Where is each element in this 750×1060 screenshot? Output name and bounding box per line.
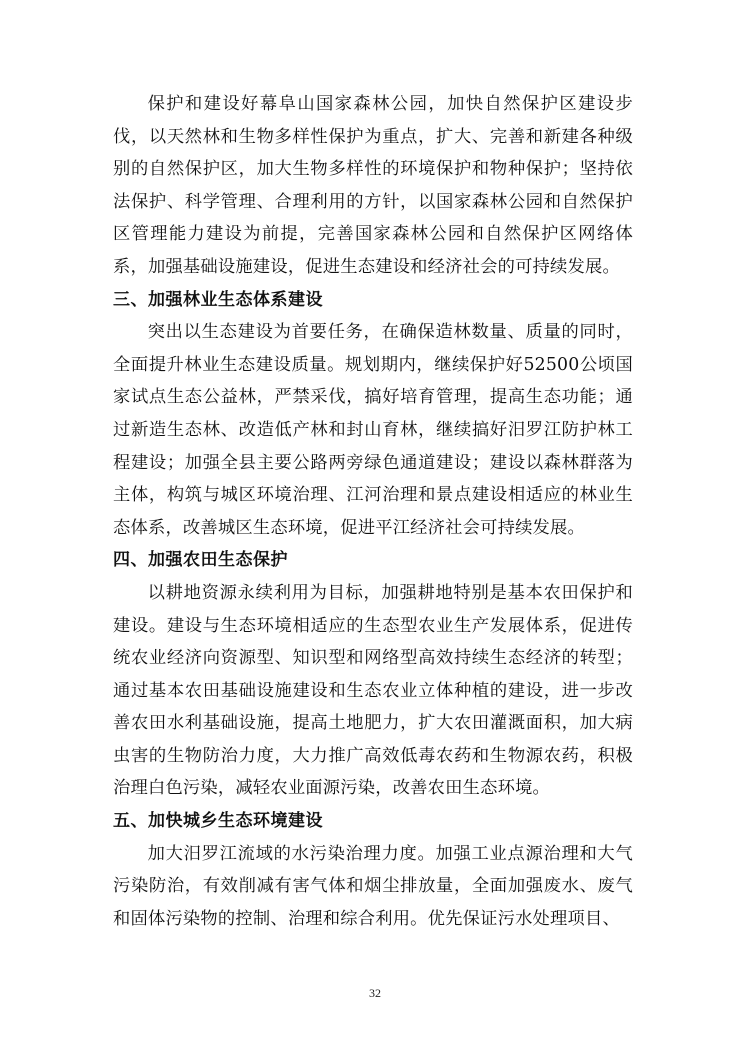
paragraph-forest-park-protection: 保护和建设好幕阜山国家森林公园，加快自然保护区建设步伐，以天然林和生物多样性保护为重点，扩大、完善和新建各种级别的自然保护区，加大生物多样性的环境保护和物种保护；坚持依法保护、科学管理、合理利用的方针，以国家森林公园和自然保护区管理能力建设为前提，完善国家森林公园和自然保护区网络体系，加强基础设施建设，促进生态建设和经济社会的可持续发展。 (113, 94, 633, 277)
paragraph-farmland-protection: 以耕地资源永续利用为目标，加强耕地特别是基本农田保护和建设。建设与生态环境相适应的生态型农业生产发展体系，促进传统农业经济向资源型、知识型和网络型高效持续生态经济的转型；通过基本农田基础设施建设和生态农业立体种植的建设，进一步改善农田水利基础设施，提高土地肥力，扩大农田灌溉面积，加大病虫害的生物防治力度，大力推广高效低毒农药和生物源农药，积极治理白色污染，减轻农业面源污染，改善农田生态环境。 (113, 582, 633, 799)
page-number: 32 (369, 986, 381, 1000)
paragraph-forestry-ecosystem: 突出以生态建设为首要任务，在确保造林数量、质量的同时，全面提升林业生态建设质量。规划期内，继续保护好52500公顷国家试点生态公益林，严禁采伐，搞好培育管理，提高生态功能；通过新造生态林、改造低产林和封山育林，继续搞好汨罗江防护林工程建设；加强全县主要公路两旁绿色通道建设；建设以森林群落为主体，构筑与城区环境治理、江河治理和景点建设相适应的林业生态体系，改善城区生态环境，促进平江经济社会可持续发展。 (113, 322, 633, 538)
section-heading-urban-rural-environment: 五、加快城乡生态环境建设 (113, 811, 323, 832)
section-heading-farmland-protection: 四、加强农田生态保护 (113, 550, 288, 571)
document-body (113, 88, 633, 935)
paragraph-urban-rural-environment: 加大汨罗江流域的水污染治理力度。加强工业点源治理和大气污染防治，有效削减有害气体和烟尘排放量，全面加强废水、废气和固体污染物的控制、治理和综合利用。优先保证污水处理项目、 (113, 843, 633, 929)
section-heading-forestry-ecosystem: 三、加强林业生态体系建设 (113, 289, 323, 310)
